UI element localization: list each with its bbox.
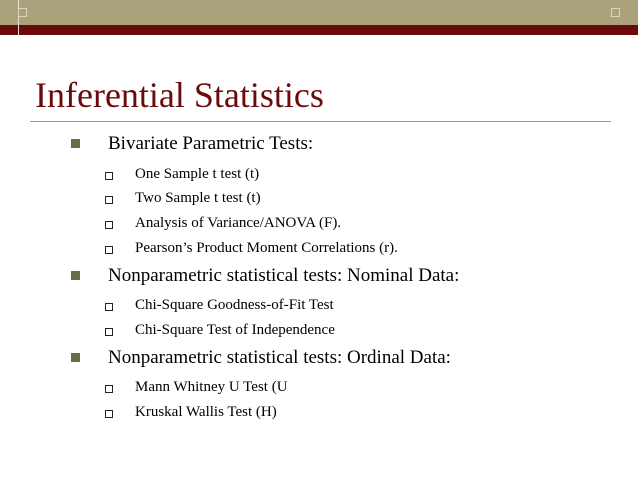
- bullet-item: Nonparametric statistical tests: Nominal Data:: [108, 265, 460, 286]
- header-square-icon: [611, 8, 620, 17]
- sub-bullet-item: Analysis of Variance/ANOVA (F).: [135, 215, 342, 231]
- sub-bullet-item: Mann Whitney U Test (U: [135, 379, 288, 395]
- slide-title: Inferential Statistics: [35, 75, 324, 115]
- hollow-square-bullet-icon: [105, 172, 113, 180]
- sub-bullet-item: Pearson’s Product Moment Correlations (r).: [135, 240, 398, 256]
- header-olive-strip: [0, 0, 638, 25]
- square-bullet-icon: [71, 139, 80, 148]
- sub-bullet-item: One Sample t test (t): [135, 166, 260, 182]
- bullet-item: Nonparametric statistical tests: Ordinal Data:: [108, 347, 451, 368]
- hollow-square-bullet-icon: [105, 221, 113, 229]
- bullet-item: Bivariate Parametric Tests:: [108, 133, 314, 154]
- hollow-square-bullet-icon: [105, 385, 113, 393]
- hollow-square-bullet-icon: [105, 410, 113, 418]
- sub-bullet-item: Chi-Square Test of Independence: [135, 322, 335, 338]
- header-divider-line: [18, 0, 19, 35]
- hollow-square-bullet-icon: [105, 196, 113, 204]
- header-maroon-strip: [0, 25, 638, 35]
- hollow-square-bullet-icon: [105, 328, 113, 336]
- title-underline: [30, 121, 611, 122]
- square-bullet-icon: [71, 271, 80, 280]
- hollow-square-bullet-icon: [105, 246, 113, 254]
- sub-bullet-item: Kruskal Wallis Test (H): [135, 404, 277, 420]
- sub-bullet-item: Chi-Square Goodness-of-Fit Test: [135, 297, 334, 313]
- header-band: [0, 0, 638, 35]
- hollow-square-bullet-icon: [105, 303, 113, 311]
- square-bullet-icon: [71, 353, 80, 362]
- header-square-icon: [18, 8, 27, 17]
- sub-bullet-item: Two Sample t test (t): [135, 190, 261, 206]
